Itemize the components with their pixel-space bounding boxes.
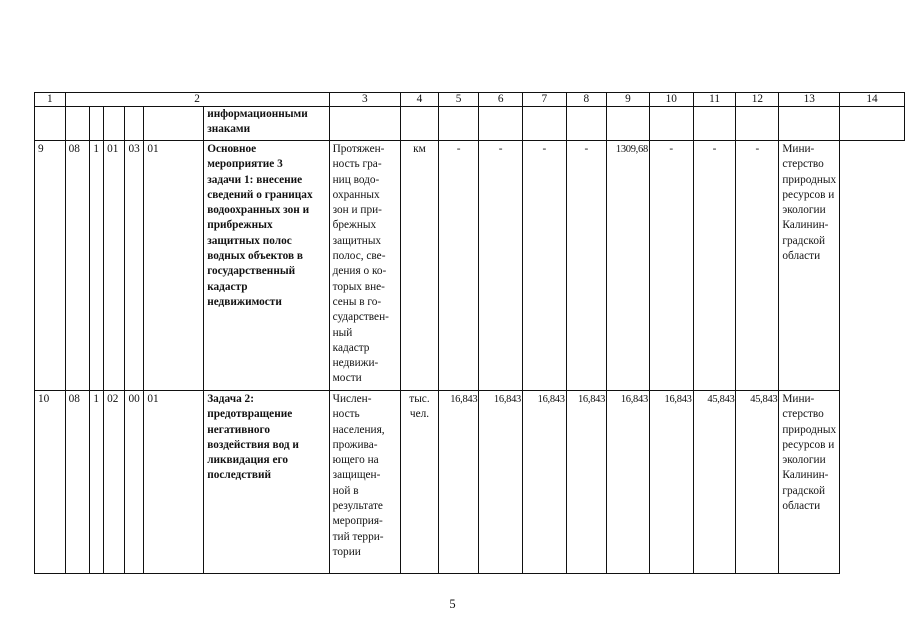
text-line: экологии xyxy=(782,454,826,467)
text-line: Мини- xyxy=(782,393,815,405)
header-cell: 6 xyxy=(479,93,523,107)
header-cell: 2 xyxy=(65,93,329,107)
value-cell: - xyxy=(479,141,523,391)
header-cell: 9 xyxy=(607,93,650,107)
value-cell: 45,843 xyxy=(693,391,736,574)
text-line: ной в xyxy=(332,484,359,497)
text-line: км xyxy=(413,143,426,155)
value-cell: 16,843 xyxy=(479,391,523,574)
text-line: зон и при- xyxy=(332,204,382,217)
data-table xyxy=(34,92,905,574)
text-line: знаками xyxy=(207,123,251,136)
value-cell: 16,843 xyxy=(607,391,650,574)
text-line: водоохранных зон и xyxy=(207,204,310,217)
text-line: экологии xyxy=(782,204,826,217)
text-line: сены в го- xyxy=(332,295,382,308)
code-cell: 01 xyxy=(144,141,204,391)
table-cell xyxy=(438,107,478,141)
header-row xyxy=(35,93,905,107)
code-cell: 02 xyxy=(104,391,125,574)
header-cell: 4 xyxy=(401,93,439,107)
text-line: природных xyxy=(782,423,837,436)
header-cell: 1 xyxy=(35,93,66,107)
text-line: Протяжен- xyxy=(332,143,385,155)
text-line: чел. xyxy=(409,408,430,421)
page-number: 5 xyxy=(449,597,456,611)
text-line: Калинин- xyxy=(782,219,829,232)
text-line: водных объектов в xyxy=(207,250,303,263)
table-cell xyxy=(607,107,650,141)
text-line: прибрежных xyxy=(207,219,273,232)
text-line: воздействия вод и xyxy=(207,438,299,451)
value-cell: - xyxy=(693,141,736,391)
text-line: ликвидация его xyxy=(207,454,288,467)
text-line: Числен- xyxy=(332,393,372,405)
text-line: кадастр xyxy=(332,341,370,354)
text-line: ресурсов и xyxy=(782,438,835,451)
text-line: задачи 1: внесение xyxy=(207,173,303,186)
text-line: дения о ко- xyxy=(332,265,387,278)
value-cell: 45,843 xyxy=(736,391,779,574)
code-cell: 08 xyxy=(65,391,90,574)
text-line: Задача 2: xyxy=(207,393,254,405)
table-cell xyxy=(779,107,840,141)
table-cell xyxy=(65,107,90,141)
text-line: государственный xyxy=(207,265,296,278)
table-cell xyxy=(523,107,567,141)
text-line: населения, xyxy=(332,423,385,436)
text-line: прожива- xyxy=(332,438,378,451)
code-cell: 01 xyxy=(104,141,125,391)
responsible-cell xyxy=(779,141,840,391)
text-line: охранных xyxy=(332,188,380,201)
text-line: брежных xyxy=(332,219,377,232)
indicator-cell xyxy=(329,141,400,391)
unit-cell xyxy=(401,391,439,574)
header-cell: 10 xyxy=(649,93,693,107)
text-line: области xyxy=(782,250,821,263)
code-cell: 01 xyxy=(144,391,204,574)
code-cell: 03 xyxy=(125,141,144,391)
text-line: защищен- xyxy=(332,469,381,482)
header-cell: 8 xyxy=(566,93,606,107)
text-line: природных xyxy=(782,173,837,186)
text-line: Основное xyxy=(207,143,257,155)
text-line: области xyxy=(782,500,821,513)
value-cell: 16,843 xyxy=(523,391,567,574)
description-cell xyxy=(204,141,329,391)
header-cell: 3 xyxy=(329,93,400,107)
header-cell: 12 xyxy=(736,93,779,107)
text-line: тий терри- xyxy=(332,530,384,543)
value-cell: - xyxy=(736,141,779,391)
text-line: результате xyxy=(332,500,383,513)
code-cell: 1 xyxy=(90,141,104,391)
text-line: градской xyxy=(782,234,826,247)
table-cell xyxy=(736,107,779,141)
code-cell: 08 xyxy=(65,141,90,391)
text-line: последствий xyxy=(207,469,271,482)
text-line: недвижимости xyxy=(207,295,282,308)
text-line: информационными xyxy=(207,108,308,120)
table-row xyxy=(35,141,905,391)
table-cell xyxy=(566,107,606,141)
table-cell xyxy=(329,107,400,141)
code-cell: 00 xyxy=(125,391,144,574)
code-cell: 1 xyxy=(90,391,104,574)
value-cell: 16,843 xyxy=(438,391,478,574)
text-line: ность xyxy=(332,408,360,421)
table-cell xyxy=(144,107,204,141)
text-line: ющего на xyxy=(332,454,379,467)
text-line: ность гра- xyxy=(332,158,382,171)
text-line: полос, све- xyxy=(332,250,386,263)
table-cell xyxy=(125,107,144,141)
text-line: мероприя- xyxy=(332,515,383,528)
description-cell xyxy=(204,391,329,574)
row-number: 10 xyxy=(35,391,66,574)
header-cell: 13 xyxy=(779,93,840,107)
value-cell: - xyxy=(523,141,567,391)
continuation-row xyxy=(35,107,905,141)
text-line: ресурсов и xyxy=(782,188,835,201)
text-line: тории xyxy=(332,545,361,558)
text-line: Мини- xyxy=(782,143,815,155)
table-cell xyxy=(693,107,736,141)
table-cell xyxy=(649,107,693,141)
value-cell: - xyxy=(649,141,693,391)
responsible-cell xyxy=(779,391,840,574)
text-line: мероприятие 3 xyxy=(207,158,283,171)
value-cell: 1309,68 xyxy=(607,141,650,391)
text-line: защитных полос xyxy=(207,234,292,247)
header-cell: 14 xyxy=(840,93,905,107)
text-line: сударствен- xyxy=(332,311,389,324)
text-line: градской xyxy=(782,484,826,497)
value-cell: - xyxy=(438,141,478,391)
text-line: тыс. xyxy=(409,393,430,405)
text-line: предотвращение xyxy=(207,408,293,421)
text-line: защитных xyxy=(332,234,382,247)
row-number: 9 xyxy=(35,141,66,391)
text-line: кадастр xyxy=(207,280,248,293)
text-line: торых вне- xyxy=(332,280,385,293)
value-cell: 16,843 xyxy=(566,391,606,574)
table-cell xyxy=(35,107,66,141)
table-row xyxy=(35,391,905,574)
table-cell xyxy=(104,107,125,141)
unit-cell xyxy=(401,141,439,391)
table-cell xyxy=(401,107,439,141)
value-cell: - xyxy=(566,141,606,391)
text-line: сведений о границах xyxy=(207,188,313,201)
text-line: стерство xyxy=(782,408,824,421)
text-line: Калинин- xyxy=(782,469,829,482)
header-cell: 11 xyxy=(693,93,736,107)
continuation-description xyxy=(204,107,329,141)
text-line: мости xyxy=(332,372,362,385)
indicator-cell xyxy=(329,391,400,574)
header-cell: 5 xyxy=(438,93,478,107)
text-line: недвижи- xyxy=(332,357,379,370)
header-cell: 7 xyxy=(523,93,567,107)
table-cell xyxy=(90,107,104,141)
text-line: ный xyxy=(332,326,353,339)
text-line: ниц водо- xyxy=(332,173,380,186)
table-cell xyxy=(840,107,905,141)
value-cell: 16,843 xyxy=(649,391,693,574)
text-line: стерство xyxy=(782,158,824,171)
text-line: негативного xyxy=(207,423,271,436)
table-cell xyxy=(479,107,523,141)
